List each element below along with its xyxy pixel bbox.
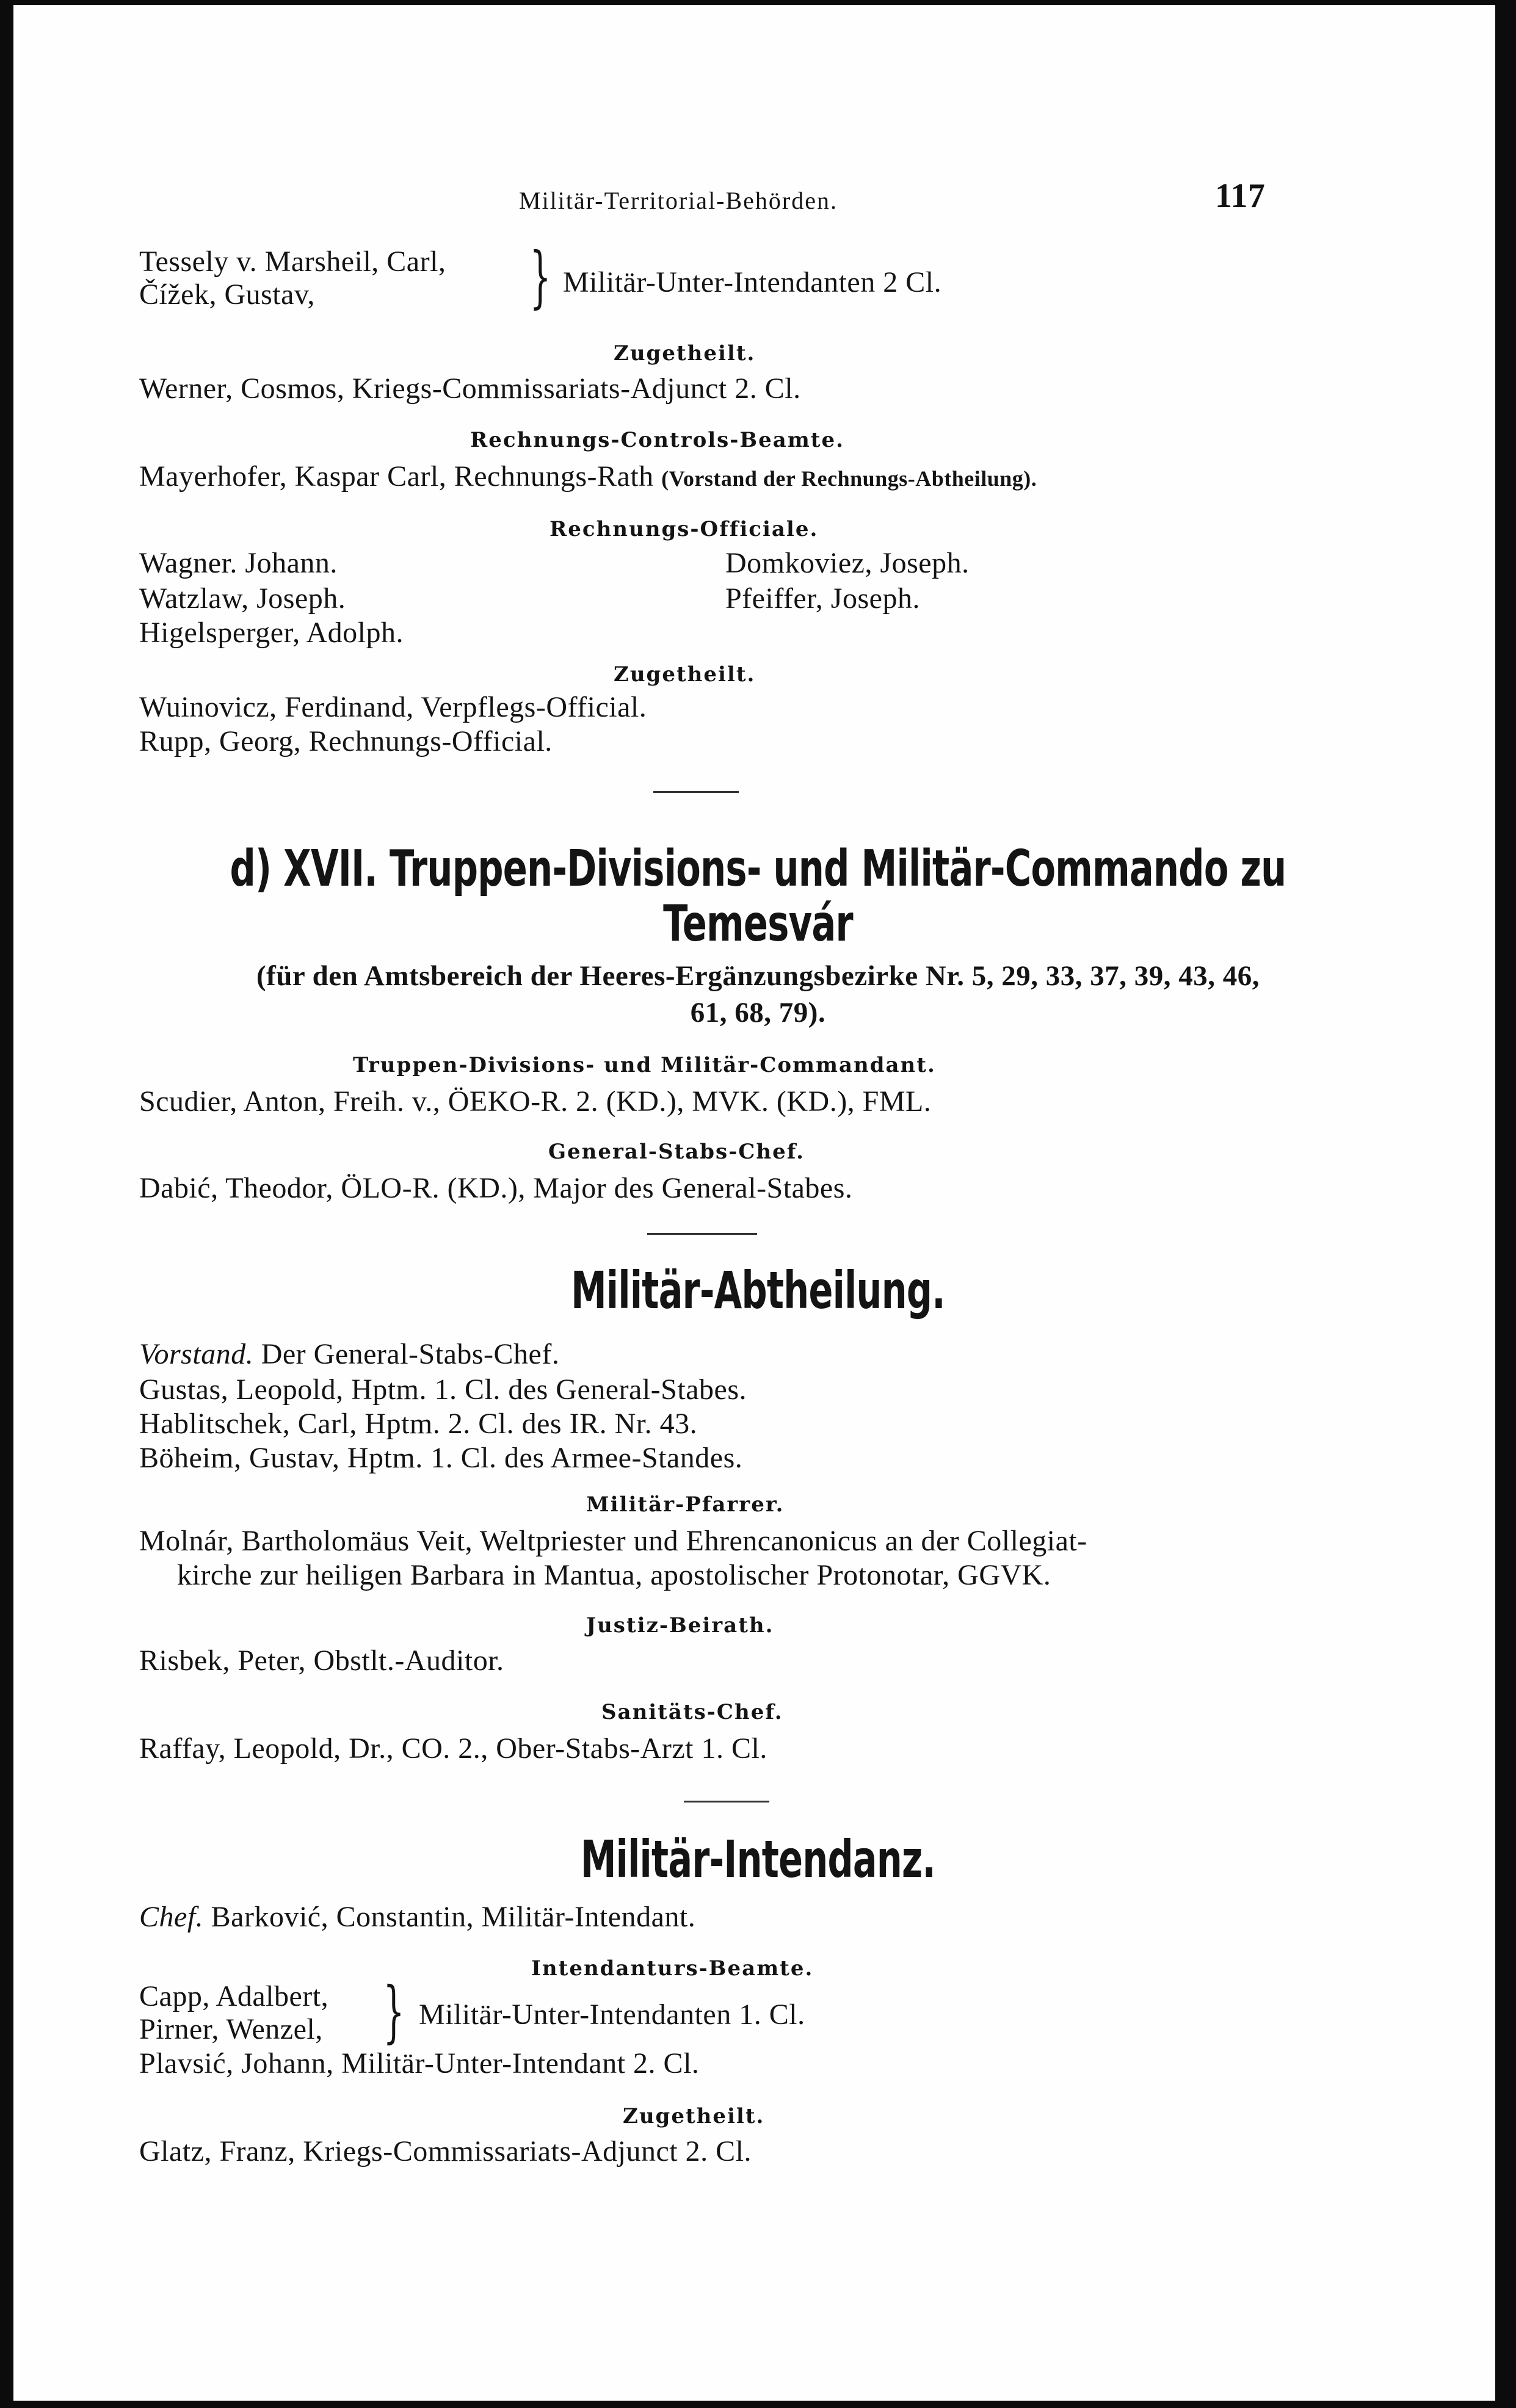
molnar-entry-line1: Molnár, Bartholomäus Veit, Weltpriester und Ehrencanonicus an der Collegiat- [139,1525,1087,1557]
justiz-beirath-heading: Justiz-Beirath. [586,1613,774,1638]
divider-rule-1 [653,791,739,793]
dabic-entry: Dabić, Theodor, ÖLO-R. (KD.), Major des General-Stabes. [139,1172,853,1204]
mayerhofer-entry [139,459,1037,496]
vorstand-entry [139,1337,559,1372]
scudier-entry: Scudier, Anton, Freih. v., ÖEKO-R. 2. (KD.), MVK. (KD.), FML. [139,1085,932,1118]
molnar-entry-line2: kirche zur heiligen Barbara in Mantua, apostolischer Protonotar, GGVK. [177,1559,1051,1591]
risbek-entry: Risbek, Peter, Obstlt.-Auditor. [139,1644,504,1677]
divider-rule-2 [647,1233,757,1235]
mayerhofer-text: Mayerhofer, Kaspar Carl, Rechnungs-Rath [139,460,654,493]
zugetheilt-heading-3: Zugetheilt. [623,2104,765,2128]
rupp-entry: Rupp, Georg, Rechnungs-Official. [139,725,553,757]
zugetheilt-heading-1: Zugetheilt. [614,341,756,366]
chef-entry [139,1900,695,1935]
pair1-name2: Čížek, Gustav, [139,278,315,311]
section-d-scope-line1: (für den Amtsbereich der Heeres-Ergänzungsbezirke Nr. 5, 29, 33, 37, 39, 43, 46, [256,960,1260,992]
vorstand-label: Vorstand. [139,1338,254,1370]
section-d-title-line1: d) XVII. Truppen-Divisions- und Militär-Commando zu [230,840,1286,898]
rechnungs-controls-heading: Rechnungs-Controls-Beamte. [470,428,844,452]
page-number: 117 [1215,177,1266,215]
scan-border-left [0,0,13,2408]
raffay-entry: Raffay, Leopold, Dr., CO. 2., Ober-Stabs-Arzt 1. Cl. [139,1732,767,1765]
plavsic-entry: Plavsić, Johann, Militär-Unter-Intendant 2. Cl. [139,2047,700,2080]
sanitaets-chef-heading: Sanitäts-Chef. [601,1700,783,1724]
vorstand-text: Der General-Stabs-Chef. [261,1338,560,1370]
militaer-abtheilung-title: Militär-Abtheilung. [571,1260,945,1320]
member-1: Gustas, Leopold, Hptm. 1. Cl. des General-Stabes. [139,1373,747,1406]
intendanturs-beamte-heading: Intendanturs-Beamte. [531,1956,814,1981]
section-d-title-line2: Temesvár [663,895,853,953]
militaer-pfarrer-heading: Militär-Pfarrer. [586,1492,785,1517]
pair2-name1: Capp, Adalbert, [139,1980,329,2012]
divider-rule-3 [684,1801,769,1802]
zugetheilt-heading-2: Zugetheilt. [614,662,756,687]
member-3: Böheim, Gustav, Hptm. 1. Cl. des Armee-Standes. [139,1442,743,1474]
chef-label: Chef. [139,1901,204,1933]
scan-border-right [1495,0,1516,2408]
right-name-1: Domkoviez, Joseph. [725,547,970,579]
scan-border-bottom [0,2401,1516,2408]
brace-2: } [383,1972,405,2050]
brace-1: } [529,237,551,316]
general-stabs-chef-heading: General-Stabs-Chef. [548,1140,805,1164]
left-name-3: Higelsperger, Adolph. [139,616,404,649]
section-d-scope-line2: 61, 68, 79). [690,997,826,1029]
wuinovicz-entry: Wuinovicz, Ferdinand, Verpflegs-Official. [139,691,647,723]
commandant-heading: Truppen-Divisions- und Militär-Commandant. [353,1053,936,1077]
running-title: Militär-Territorial-Behörden. [519,187,838,214]
glatz-entry: Glatz, Franz, Kriegs-Commissariats-Adjunct 2. Cl. [139,2135,752,2168]
pair1-role: Militär-Unter-Intendanten 2 Cl. [563,266,942,298]
scan-border-top [0,0,1516,5]
werner-entry: Werner, Cosmos, Kriegs-Commissariats-Adjunct 2. Cl. [139,372,801,405]
right-name-2: Pfeiffer, Joseph. [725,582,920,615]
rechnungs-officiale-heading: Rechnungs-Officiale. [549,517,819,541]
militaer-intendanz-title: Militär-Intendanz. [580,1829,936,1889]
pair2-name2: Pirner, Wenzel, [139,2013,323,2045]
pair2-role: Militär-Unter-Intendanten 1. Cl. [419,1998,805,2031]
member-2: Hablitschek, Carl, Hptm. 2. Cl. des IR. Nr. 43. [139,1408,698,1440]
chef-text: Barković, Constantin, Militär-Intendant. [211,1901,696,1933]
left-name-1: Wagner. Johann. [139,547,338,579]
pair1-name1: Tessely v. Marsheil, Carl, [139,245,446,278]
left-name-2: Watzlaw, Joseph. [139,582,346,615]
mayerhofer-note: (Vorstand der Rechnungs-Abtheilung). [661,466,1037,491]
